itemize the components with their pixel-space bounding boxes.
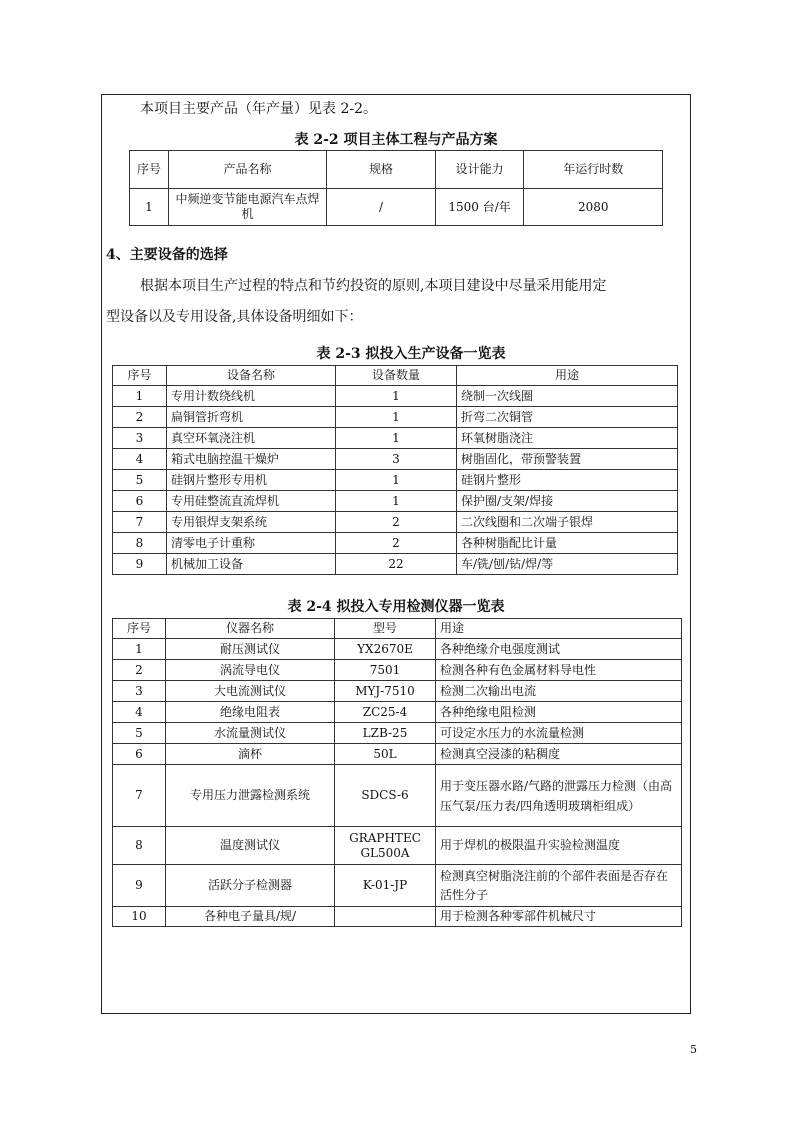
table-row bbox=[113, 639, 682, 660]
t24-cell: 耐压测试仪 bbox=[166, 639, 335, 660]
t24-cell: YX2670E bbox=[335, 639, 436, 660]
t22-header-cell: 产品名称 bbox=[168, 151, 326, 189]
table-row bbox=[130, 189, 663, 226]
section-4-paragraph-line1: 根据本项目生产过程的特点和节约投资的原则,本项目建设中尽量采用能用定 bbox=[140, 278, 607, 294]
t24-cell: 可设定水压力的水流量检测 bbox=[436, 723, 682, 744]
t24-cell: 用于检测各种零部件机械尺寸 bbox=[436, 907, 682, 927]
t23-cell: 专用计数绕线机 bbox=[167, 386, 336, 407]
t24-cell: 检测各种有色金属材料导电性 bbox=[436, 660, 682, 681]
t24-cell: 各种绝缘电阻检测 bbox=[436, 702, 682, 723]
t24-cell: 1 bbox=[113, 639, 166, 660]
t23-cell: 8 bbox=[113, 533, 167, 554]
t24-cell: 8 bbox=[113, 827, 166, 865]
t24-cell: 9 bbox=[113, 865, 166, 907]
t24-cell: 3 bbox=[113, 681, 166, 702]
t24-cell: K-01-JP bbox=[335, 865, 436, 907]
t24-header-cell: 仪器名称 bbox=[166, 619, 335, 639]
t22-cell: 1 bbox=[130, 189, 169, 226]
t23-cell: 3 bbox=[113, 428, 167, 449]
table-row bbox=[113, 533, 678, 554]
t23-cell: 绕制一次线圈 bbox=[457, 386, 678, 407]
table-row bbox=[113, 702, 682, 723]
table-row bbox=[113, 827, 682, 865]
t22-cell: / bbox=[327, 189, 436, 226]
t24-cell: 滴杯 bbox=[166, 744, 335, 765]
table-row bbox=[113, 491, 678, 512]
t24-cell: 大电流测试仪 bbox=[166, 681, 335, 702]
t24-cell: LZB-25 bbox=[335, 723, 436, 744]
t24-cell: 活跃分子检测器 bbox=[166, 865, 335, 907]
t24-cell: 7501 bbox=[335, 660, 436, 681]
table-2-2-caption: 表 2-2 项目主体工程与产品方案 bbox=[294, 132, 498, 148]
t24-cell: 50L bbox=[335, 744, 436, 765]
table-2-4-caption: 表 2-4 拟投入专用检测仪器一览表 bbox=[287, 599, 505, 615]
table-row bbox=[113, 470, 678, 491]
t24-cell: 4 bbox=[113, 702, 166, 723]
t23-cell: 7 bbox=[113, 512, 167, 533]
t24-cell: 6 bbox=[113, 744, 166, 765]
t23-header-cell: 序号 bbox=[113, 366, 167, 386]
t24-header-cell: 用途 bbox=[436, 619, 682, 639]
t22-cell: 中频逆变节能电源汽车点焊机 bbox=[168, 189, 326, 226]
t23-cell: 3 bbox=[336, 449, 457, 470]
t24-cell: 专用压力泄露检测系统 bbox=[166, 765, 335, 827]
intro-text: 本项目主要产品（年产量）见表 2-2。 bbox=[140, 101, 377, 117]
t24-cell: 检测真空浸漆的粘稠度 bbox=[436, 744, 682, 765]
t22-cell: 2080 bbox=[524, 189, 663, 226]
table-row bbox=[113, 449, 678, 470]
t23-cell: 保护圈/支架/焊接 bbox=[457, 491, 678, 512]
t22-header-cell: 序号 bbox=[130, 151, 169, 189]
t23-cell: 真空环氧浇注机 bbox=[167, 428, 336, 449]
t24-cell: 绝缘电阻表 bbox=[166, 702, 335, 723]
t23-cell: 1 bbox=[336, 470, 457, 491]
t23-cell: 2 bbox=[336, 512, 457, 533]
t23-cell: 22 bbox=[336, 554, 457, 575]
t23-header-cell: 设备数量 bbox=[336, 366, 457, 386]
t22-header-cell: 规格 bbox=[327, 151, 436, 189]
table-row bbox=[113, 512, 678, 533]
table-row bbox=[113, 744, 682, 765]
t23-header-cell: 设备名称 bbox=[167, 366, 336, 386]
table-row bbox=[113, 660, 682, 681]
t24-cell: 2 bbox=[113, 660, 166, 681]
t23-cell: 6 bbox=[113, 491, 167, 512]
t23-cell: 清零电子计重称 bbox=[167, 533, 336, 554]
t24-cell: 各种绝缘介电强度测试 bbox=[436, 639, 682, 660]
t22-header-cell: 设计能力 bbox=[435, 151, 524, 189]
t23-cell: 环氧树脂浇注 bbox=[457, 428, 678, 449]
t23-cell: 5 bbox=[113, 470, 167, 491]
t24-cell: 用于焊机的极限温升实验检测温度 bbox=[436, 827, 682, 865]
t24-cell: MYJ-7510 bbox=[335, 681, 436, 702]
table-row bbox=[113, 386, 678, 407]
t24-cell: 7 bbox=[113, 765, 166, 827]
t23-cell: 扁铜管折弯机 bbox=[167, 407, 336, 428]
t23-cell: 专用硅整流直流焊机 bbox=[167, 491, 336, 512]
t23-cell: 硅钢片整形 bbox=[457, 470, 678, 491]
t22-cell: 1500 台/年 bbox=[435, 189, 524, 226]
t23-cell: 1 bbox=[336, 491, 457, 512]
t24-cell: ZC25-4 bbox=[335, 702, 436, 723]
t23-cell: 1 bbox=[336, 428, 457, 449]
t24-cell: 用于变压器水路/气路的泄露压力检测（由高压气泵/压力表/四角透明玻璃柜组成） bbox=[436, 765, 682, 827]
table-row bbox=[113, 865, 682, 907]
table-row bbox=[113, 428, 678, 449]
table-row bbox=[113, 723, 682, 744]
t24-cell: 温度测试仪 bbox=[166, 827, 335, 865]
t22-header-cell: 年运行时数 bbox=[524, 151, 663, 189]
page-number: 5 bbox=[690, 1043, 697, 1056]
table-row bbox=[113, 407, 678, 428]
table-2-3-caption: 表 2-3 拟投入生产设备一览表 bbox=[316, 346, 506, 362]
t24-cell: 涡流导电仪 bbox=[166, 660, 335, 681]
t23-cell: 折弯二次铜管 bbox=[457, 407, 678, 428]
t24-cell: SDCS-6 bbox=[335, 765, 436, 827]
t24-cell: GRAPHTEC GL500A bbox=[335, 827, 436, 865]
t23-cell: 二次线圈和二次端子银焊 bbox=[457, 512, 678, 533]
t24-cell: 10 bbox=[113, 907, 166, 927]
table-2-2 bbox=[129, 150, 663, 226]
t23-cell: 9 bbox=[113, 554, 167, 575]
t23-cell: 4 bbox=[113, 449, 167, 470]
table-2-4 bbox=[112, 618, 682, 927]
table-row bbox=[113, 907, 682, 927]
t23-cell: 各种树脂配比计量 bbox=[457, 533, 678, 554]
t23-cell: 车/铣/刨/钻/焊/等 bbox=[457, 554, 678, 575]
table-row bbox=[113, 554, 678, 575]
t24-header-cell: 序号 bbox=[113, 619, 166, 639]
section-4-paragraph-line2: 型设备以及专用设备,具体设备明细如下： bbox=[106, 309, 363, 325]
t24-cell: 检测二次输出电流 bbox=[436, 681, 682, 702]
t23-cell: 箱式电脑控温干燥炉 bbox=[167, 449, 336, 470]
t23-cell: 专用银焊支架系统 bbox=[167, 512, 336, 533]
t23-cell: 1 bbox=[113, 386, 167, 407]
section-4-heading: 4、主要设备的选择 bbox=[106, 247, 228, 263]
t23-cell: 1 bbox=[336, 386, 457, 407]
t24-cell bbox=[335, 907, 436, 927]
t23-cell: 2 bbox=[113, 407, 167, 428]
t23-cell: 机械加工设备 bbox=[167, 554, 336, 575]
t23-header-cell: 用途 bbox=[457, 366, 678, 386]
t24-cell: 5 bbox=[113, 723, 166, 744]
t23-cell: 1 bbox=[336, 407, 457, 428]
t23-cell: 树脂固化，带预警装置 bbox=[457, 449, 678, 470]
t23-cell: 硅钢片整形专用机 bbox=[167, 470, 336, 491]
t24-cell: 水流量测试仪 bbox=[166, 723, 335, 744]
table-row bbox=[113, 681, 682, 702]
table-row bbox=[113, 765, 682, 827]
t24-header-cell: 型号 bbox=[335, 619, 436, 639]
table-2-3 bbox=[112, 365, 678, 575]
t23-cell: 2 bbox=[336, 533, 457, 554]
t24-cell: 检测真空树脂浇注前的个部件表面是否存在活性分子 bbox=[436, 865, 682, 907]
t24-cell: 各种电子量具/规/ bbox=[166, 907, 335, 927]
